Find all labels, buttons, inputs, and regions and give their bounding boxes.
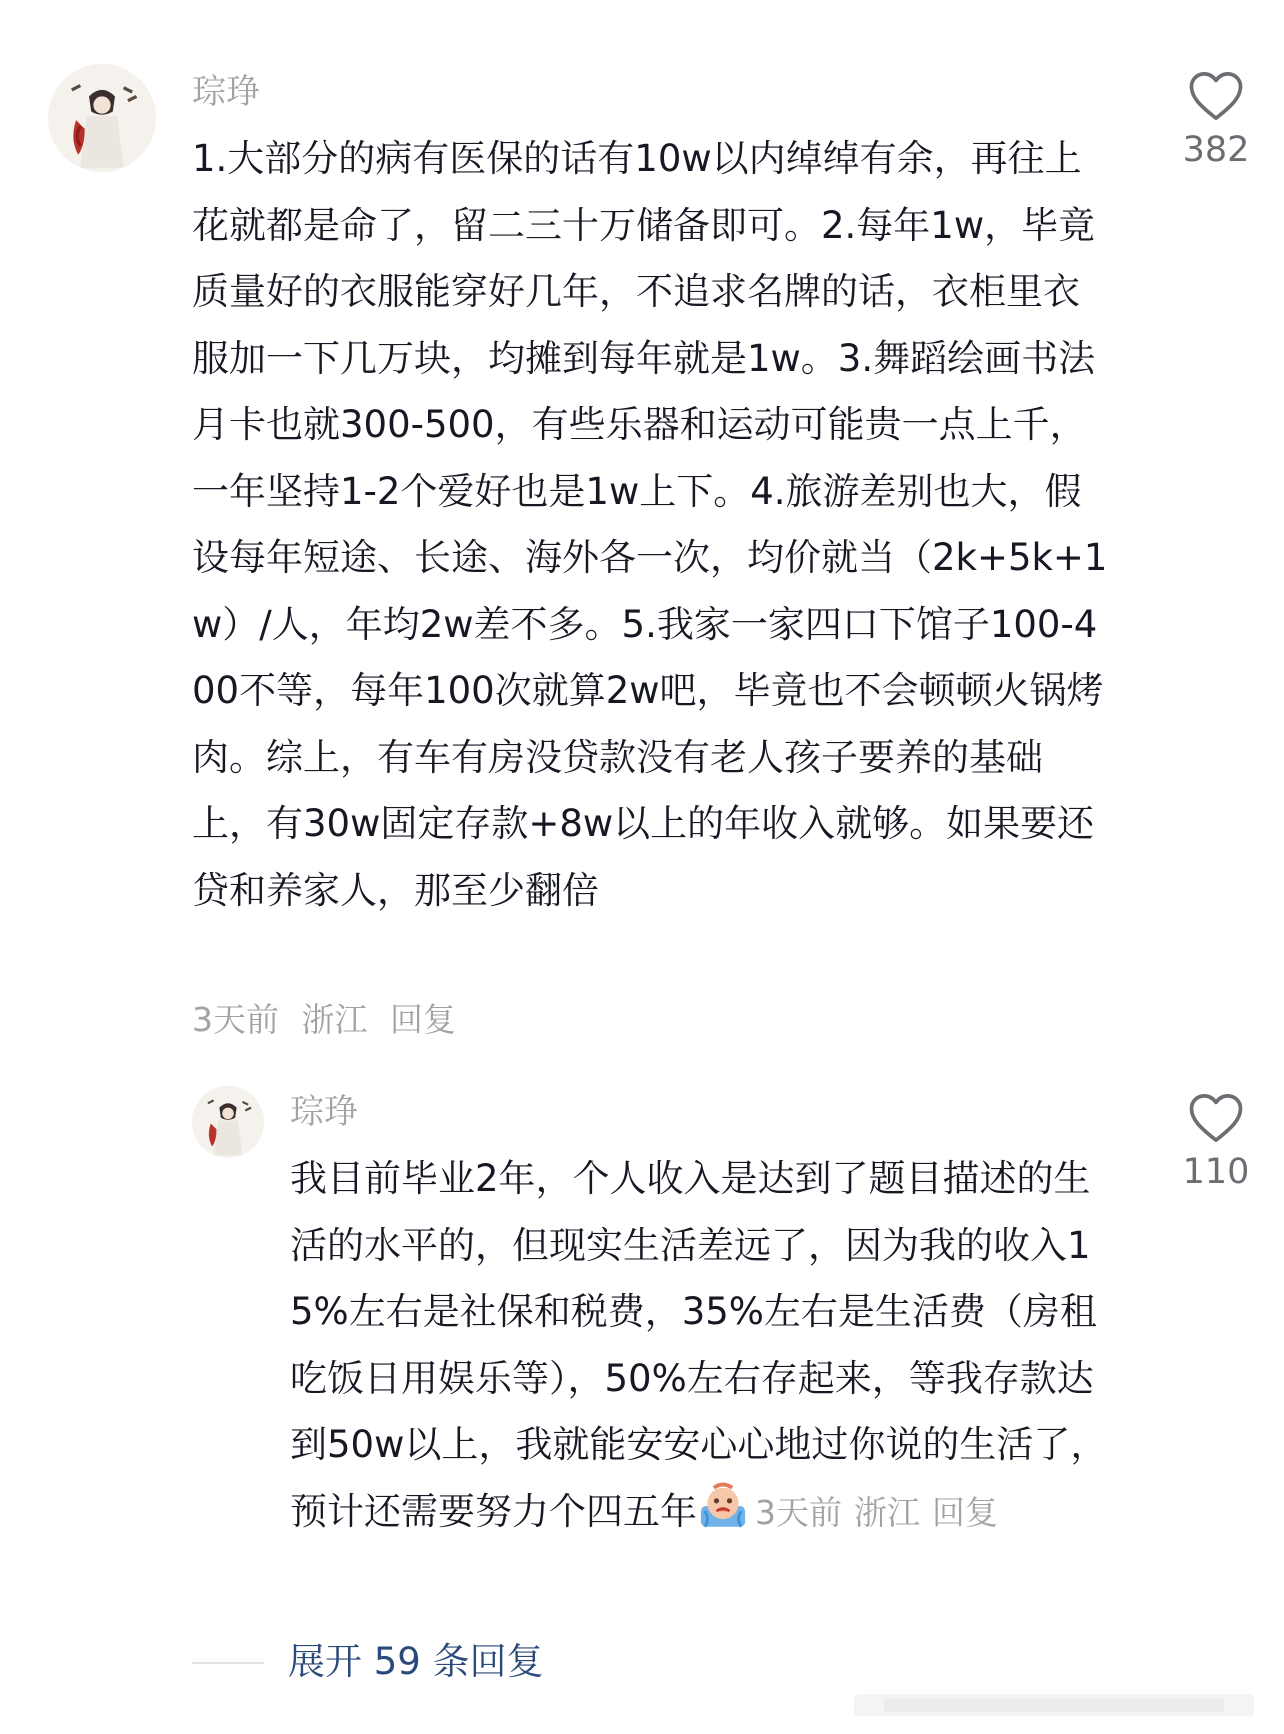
like-count: 382 (1182, 130, 1250, 170)
comment-location: 浙江 (301, 1000, 368, 1039)
comment-text (290, 1146, 1120, 1546)
comment-meta (755, 1493, 1010, 1532)
reply-button[interactable]: 回复 (390, 1000, 456, 1039)
heart-outline-icon (1188, 70, 1244, 122)
like-button[interactable] (1166, 1092, 1266, 1194)
reply-button[interactable]: 回复 (932, 1492, 998, 1532)
avatar[interactable] (48, 64, 156, 172)
like-count: 110 (1182, 1152, 1250, 1192)
comment-text-content: 我目前毕业2年，个人收入是达到了题目描述的生活的水平的，但现实生活差远了，因为我的收入15%左右是社保和税费，35%左右是生活费（房租吃饭日用娱乐等），50%左右存起来，等我存款达到50w以上，我就能安安心心地过你说的生活了，预计还需要努力个四五年 (290, 1157, 1108, 1533)
avatar[interactable] (192, 1086, 264, 1158)
comment-meta (192, 998, 468, 1042)
username[interactable]: 琮琤 (290, 1092, 358, 1132)
expand-divider (192, 1662, 264, 1664)
username[interactable]: 琮琤 (192, 72, 260, 112)
avatar-image (48, 64, 156, 172)
like-button[interactable] (1166, 70, 1266, 172)
watermark (854, 1674, 1284, 1734)
comment-time: 3天前 (192, 1000, 279, 1039)
comment-text: 1.大部分的病有医保的话有10w以内绰绰有余，再往上花就都是命了，留二三十万储备即可。2.每年1w，毕竟质量好的衣服能穿好几年，不追求名牌的话，衣柜里衣服加一下几万块，均摊到每年就是1w。3.舞蹈绘画书法月卡也就300-500，有些乐器和运动可能贵一点上千，一年坚持1-2个爱好也是1w上下。4.旅游差别也大，假设每年短途、长途、海外各一次，均价就当（2k+5k+1w）/人，年均2w差不多。5.我家一家四口下馆子100-400不等，每年100次就算2w吧，毕竟也不会顿顿火锅烤肉。综上，有车有房没贷款没有老人孩子要养的基础上，有30w固定存款+8w以上的年收入就够。如果要还贷和养家人，那至少翻倍 (192, 137, 1108, 912)
expand-replies-button[interactable]: 展开 59 条回复 (288, 1640, 544, 1683)
avatar-image (192, 1086, 264, 1158)
crying-face-emoji (697, 1480, 749, 1532)
heart-outline-icon (1188, 1092, 1244, 1144)
comment-time: 3天前 (755, 1492, 842, 1532)
comment-location: 浙江 (854, 1492, 920, 1532)
